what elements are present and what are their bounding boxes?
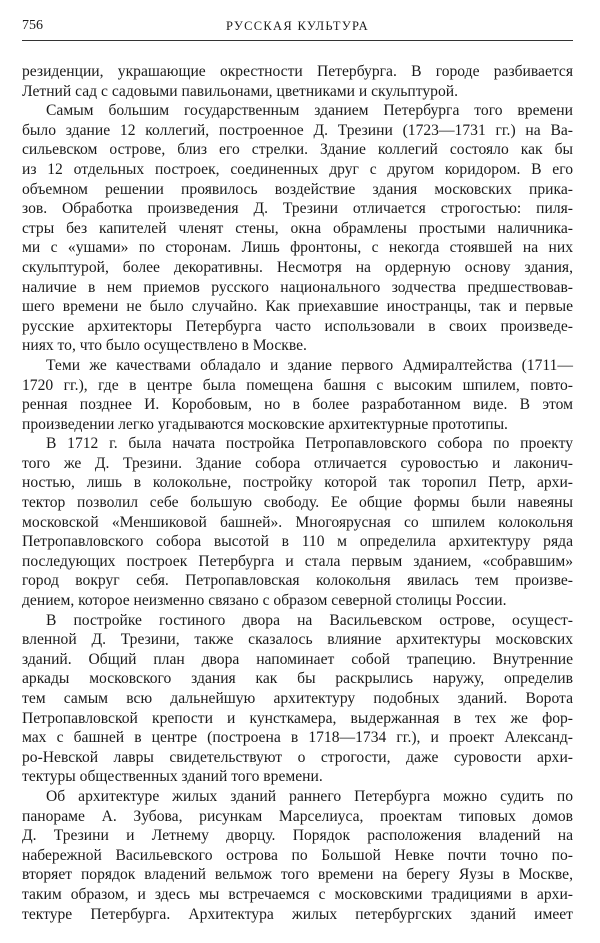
text-line: дением, которое неизменно связано с образом северной столицы России. [22,592,507,610]
text-line: резиденции, украшающие окрестности Петербурга. В городе разбивается [22,63,573,80]
text-line: тем самым всю дальнейшую архитектуру подобных зданий. Ворота [22,690,573,707]
text-line: тектор позволил себе большую свободу. Ее общие формы были навеяны [22,494,573,512]
paragraph [22,434,573,610]
text-line: вленной Д. Трезини, также сказалось влияние архитектуры московских [22,631,573,649]
text-line: ро-Невской лавры свидетельствуют о строгости, даже суровости архи- [22,748,573,766]
paragraph [22,62,573,101]
text-line: зданий. Общий план двора напоминает собой трапецию. Внутренние [22,650,573,668]
running-header [22,14,573,41]
text-line: из 12 отдельных построек, соединенных друг с другом коридором. В его [22,160,573,178]
text-line: объемном решении проявилось воздействие здания московских прика- [22,180,573,198]
paragraph [22,611,573,787]
text-line: Самым большим государственным зданием Петербурга того времени [46,102,573,120]
text-line: того же Д. Трезини. Здание собора отличается суровостью и лаконич- [22,454,573,472]
text-line: московской «Меншиковой башней». Многоярусная со шпилем колокольня [22,513,573,531]
text-line: набережной Васильевского острова по Большой Невке почти точно по- [22,846,573,864]
text-line: скульптурой, более декоративны. Несмотря на ордерную основу здания, [22,258,573,276]
text-line: город вокруг себя. Петропавловская колокольня явилась тем произве- [22,572,573,590]
text-line: Летний сад с садовыми павильонами, цветниками и скульптурой. [22,82,459,100]
text-line: зов. Обработка произведения Д. Трезини отличается строгостью: пиля- [22,200,573,218]
text-line: Об архитектуре жилых зданий раннего Петербурга можно судить по [46,787,573,805]
text-line: Теми же качествами обладало и здание первого Адмиралтейства (1711— [46,356,573,374]
text-line: Д. Трезини и Летнему дворцу. Порядок расположения владений на [22,827,573,845]
text-line: вторяет порядок владений вельмож того времени на берегу Яузы в Москве, [22,866,573,884]
text-line: шего времени не было случайно. Как приехавшие иностранцы, так и первые [22,298,573,316]
text-line: ностью, лишь в колокольне, постройку которой так торопил Петр, архи- [22,474,573,492]
paragraph [22,356,573,434]
text-line: ниях то, что было осуществлено в Москве. [22,337,307,355]
text-line: произведении легко угадываются московские архитектурные прототипы. [22,415,508,433]
text-line: Петропавловской крепости и кунсткамера, выдержанная в тех же фор- [22,709,573,727]
running-title: РУССКАЯ КУЛЬТУРА [226,19,369,33]
text-line: В 1712 г. была начата постройка Петропавловского собора по проекту [46,435,573,453]
text-line: тектуры общественных зданий того времени. [22,768,323,786]
text-line: ренная позднее И. Коробовым, но в более разработанном виде. В этом [22,396,573,414]
text-line: 1720 гг.), где в центре была помещена башня с высоким шпилем, повто- [22,376,573,394]
text-line: таким образом, и здесь мы встречаемся с московскими традициями в архи- [22,885,573,903]
text-line: В постройке гостиного двора на Васильевском острове, осущест- [46,611,573,629]
page-number: 756 [22,18,43,33]
text-line: сильевском острове, близ его стрелки. Здание коллегий состояло как бы [22,141,573,159]
text-line: ми с «ушами» по сторонам. Лишь фронтоны, с некогда стоявшей на них [22,239,573,257]
paragraph [22,101,573,356]
text-line: стры без капителей членят стены, окна обрамлены простыми наличника- [22,219,573,237]
text-line: тектуре Петербурга. Архитектура жилых петербургских зданий имеет [22,905,573,923]
text-line: русские архитекторы Петербурга часто использовали в своих произведе- [22,317,573,335]
page-body [22,62,573,924]
text-line: панораме А. Зубова, рисункам Марселиуса, проектам типовых домов [22,807,573,825]
text-line: аркады московского здания как бы раскрылись наружу, определив [22,670,573,688]
text-line: последующих построек Петербурга и стала первым зданием, «собравшим» [22,552,573,570]
text-line: было здание 12 коллегий, построенное Д. Трезини (1723—1731 гг.) на Ва- [22,121,573,139]
paragraph [22,787,573,924]
text-line: Петропавловского собора высотой в 110 м определила архитектуру ряда [22,533,573,551]
text-line: наличие в нем приемов русского национального зодчества предшествовав- [22,278,573,296]
text-line: мах с башней в центре (построена в 1718—1734 гг.), и проект Александ- [22,729,573,747]
